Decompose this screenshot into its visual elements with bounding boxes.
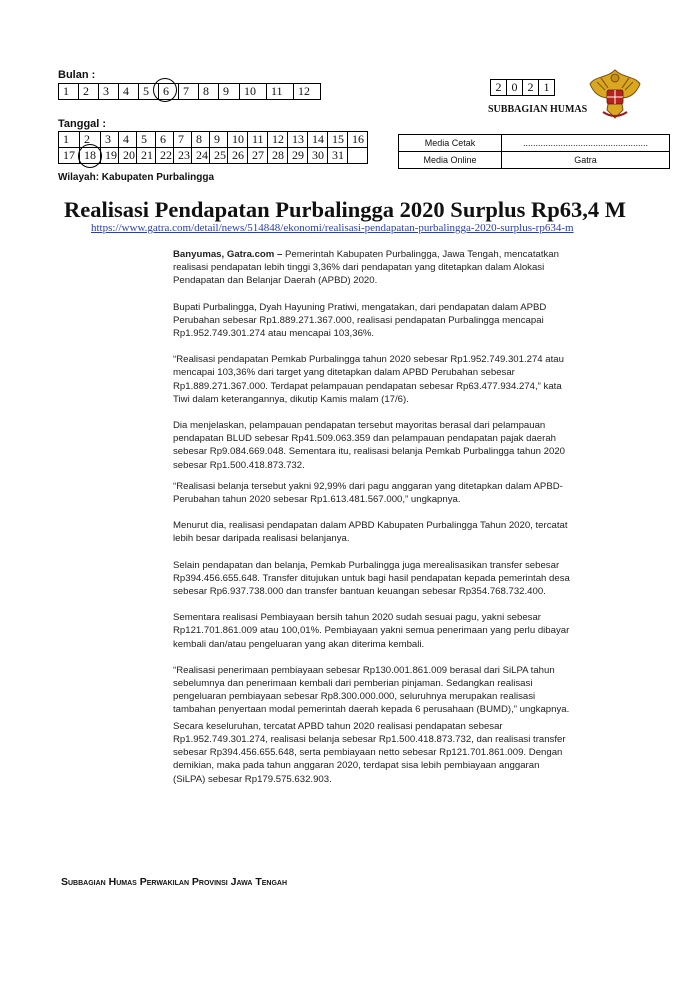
grid-cell: 7 bbox=[174, 132, 192, 148]
bulan-grid bbox=[58, 83, 321, 100]
grid-cell: 17 bbox=[59, 148, 80, 164]
article-dateline: Banyumas, Gatra.com – bbox=[173, 249, 283, 260]
grid-cell: 29 bbox=[288, 148, 308, 164]
grid-cell: 5 bbox=[139, 84, 159, 100]
year-digit-box: 0 bbox=[507, 80, 523, 96]
article-paragraph: Banyumas, Gatra.com – Pemerintah Kabupaten Purbalingga, Jawa Tengah, mencatatkan realisasi pendapatan lebih tinggi 3,36% dari pendapatan yang ditetapkan dalam Alokasi Pendapatan dan Belanjar Daerah (APBD) 2020. bbox=[173, 249, 559, 287]
grid-cell: 18 bbox=[80, 148, 101, 164]
grid-cell: 30 bbox=[308, 148, 328, 164]
grid-cell: 27 bbox=[248, 148, 268, 164]
year-digit-box: 2 bbox=[491, 80, 507, 96]
article-paragraph: Menurut dia, realisasi pendapatan dalam APBD Kabupaten Purbalingga Tahun 2020, tercatat lebih besar daripada realisasi belanjanya. bbox=[173, 520, 568, 545]
grid-cell: 10 bbox=[240, 84, 267, 100]
article-paragraph: Sementara realisasi Pembiayaan bersih tahun 2020 sudah sesuai pagu, yakni sebesar Rp121.701.861.009 atau 100,01%. Pembiayaan yakni semua penerimaan yang perlu dibayar kembali dan/atau pengeluaran yang akan diterima kembali. bbox=[173, 612, 570, 650]
grid-cell: 4 bbox=[119, 84, 139, 100]
tanggal-label: Tanggal : bbox=[58, 118, 107, 130]
grid-cell: 28 bbox=[268, 148, 288, 164]
bulan-selected-circle bbox=[153, 78, 177, 102]
tanggal-grid bbox=[58, 131, 368, 164]
grid-cell: 5 bbox=[137, 132, 156, 148]
grid-cell: 15 bbox=[328, 132, 348, 148]
grid-cell: 23 bbox=[174, 148, 192, 164]
media-online-value: Gatra bbox=[502, 152, 670, 169]
grid-cell: 11 bbox=[267, 84, 294, 100]
article-url-link[interactable]: https://www.gatra.com/detail/news/514848/ekonomi/realisasi-pendapatan-purbalingga-2020-surplus-rp634-m bbox=[91, 222, 574, 234]
grid-cell bbox=[348, 148, 368, 164]
article-title: Realisasi Pendapatan Purbalingga 2020 Surplus Rp63,4 M bbox=[64, 197, 626, 222]
grid-cell: 8 bbox=[192, 132, 210, 148]
article-paragraph: Bupati Purbalingga, Dyah Hayuning Pratiwi, mengatakan, dari pendapatan dalam APBD Perubahan sebesar Rp1.889.271.367.000, realisasi pendapatan Purbalingga mencapai Rp1.952.749.301.274 atau mencapai 103,36%. bbox=[173, 301, 547, 340]
bulan-label: Bulan : bbox=[58, 69, 96, 81]
year-digit-box: 2 bbox=[523, 80, 539, 96]
footer-label: Subbagian Humas Perwakilan Provinsi Jawa Tengah bbox=[61, 876, 288, 888]
grid-cell: 25 bbox=[210, 148, 228, 164]
grid-cell: 26 bbox=[228, 148, 248, 164]
grid-cell: 16 bbox=[348, 132, 368, 148]
article-paragraph: “Realisasi pendapatan Pemkab Purbalingga tahun 2020 sebesar Rp1.952.749.301.274 atau mencapai 103,36% dari target yang ditetapkan dalam APBD Perubahan sebesar Rp1.889.271.367.000. Terdapat pelampauan pendapatan sebesar Rp63.477.934.274,” kata Tiwi dalam keterangannya, dikutip Kamis malam (17/6). bbox=[173, 354, 564, 405]
wilayah-label: Wilayah: Kabupaten Purbalingga bbox=[58, 172, 215, 183]
grid-cell: 31 bbox=[328, 148, 348, 164]
grid-cell: 14 bbox=[308, 132, 328, 148]
media-table bbox=[398, 134, 670, 169]
year-digit-box: 1 bbox=[539, 80, 555, 96]
article-paragraph: Selain pendapatan dan belanja, Pemkab Purbalingga juga merealisasikan transfer sebesar Rp394.456.655.648. Transfer ditujukan untuk bagi hasil pendapatan kepada pemerintah desa sebesar Rp6.937.738.000 dan transfer bantuan keuangan sebesar Rp354.768.732.400. bbox=[173, 559, 570, 598]
grid-cell: 22 bbox=[156, 148, 174, 164]
article-paragraph: Secara keseluruhan, tercatat APBD tahun 2020 realisasi pendapatan sebesar Rp1.952.749.301.274, realisasi belanja sebesar Rp1.500.418.873.732, dan realisasi transfer sebesar Rp394.456.655.648, serta pembiayaan netto sebesar Rp121.701.861.009. Dengan demikian, maka pada tahun anggaran 2020, terdapat sisa lebih pembiayaan anggaran (SiLPA) sebesar Rp179.575.632.903. bbox=[173, 720, 566, 785]
grid-cell: 6 bbox=[156, 132, 174, 148]
article-paragraph: “Realisasi belanja tersebut yakni 92,99% dari pagu anggaran yang ditetapkan dalam APBD-Perubahan tahun 2020 sebesar Rp1.613.481.567.000,” ungkapnya. bbox=[173, 480, 563, 506]
grid-cell: 2 bbox=[79, 84, 99, 100]
grid-cell: 3 bbox=[101, 132, 119, 148]
grid-cell: 4 bbox=[119, 132, 137, 148]
grid-cell: 13 bbox=[288, 132, 308, 148]
grid-cell: 3 bbox=[99, 84, 119, 100]
grid-cell: 7 bbox=[179, 84, 199, 100]
grid-cell: 6 bbox=[159, 84, 179, 100]
grid-cell: 19 bbox=[101, 148, 119, 164]
grid-cell: 12 bbox=[268, 132, 288, 148]
subbagian-humas-label: SUBBAGIAN HUMAS bbox=[488, 104, 588, 115]
grid-cell: 24 bbox=[192, 148, 210, 164]
grid-cell: 2 bbox=[80, 132, 101, 148]
grid-cell: 8 bbox=[199, 84, 219, 100]
grid-cell: 1 bbox=[59, 84, 79, 100]
garuda-emblem-icon bbox=[585, 64, 645, 124]
grid-cell: 12 bbox=[294, 84, 321, 100]
grid-cell: 1 bbox=[59, 132, 80, 148]
tanggal-selected-circle bbox=[78, 144, 102, 168]
article-body bbox=[173, 248, 573, 786]
grid-cell: 10 bbox=[228, 132, 248, 148]
grid-cell: 20 bbox=[119, 148, 137, 164]
media-online-label: Media Online bbox=[399, 152, 502, 169]
grid-cell: 9 bbox=[210, 132, 228, 148]
grid-cell: 11 bbox=[248, 132, 268, 148]
media-cetak-label: Media Cetak bbox=[399, 135, 502, 152]
article-paragraph: “Realisasi penerimaan pembiayaan sebesar Rp130.001.861.009 berasal dari SiLPA tahun sebelumnya dan penerimaan kembali dari pemberian pinjaman. Sedangkan realisasi pengeluaran pembiayaan sebesar Rp8.300.000.000, seluruhnya merupakan realisasi tambahan penyertaan modal pemerintah daerah kepada 6 perusahaan (BUMD),” ungkapnya. bbox=[173, 664, 570, 716]
article-paragraph: Dia menjelaskan, pelampauan pendapatan tersebut mayoritas berasal dari pelampauan pendapatan BLUD sebesar Rp41.509.063.359 dan pelampauan pendapatan pajak daerah sebesar Rp9.084.669.048. Sementara itu, realisasi belanja Pemkab Purbalingga tahun 2020 sebesar Rp1.500.418.873.732. bbox=[173, 420, 566, 471]
grid-cell: 9 bbox=[219, 84, 240, 100]
grid-cell: 21 bbox=[137, 148, 156, 164]
media-cetak-value: .................................................. bbox=[502, 135, 670, 152]
tahun-boxes bbox=[490, 79, 555, 96]
